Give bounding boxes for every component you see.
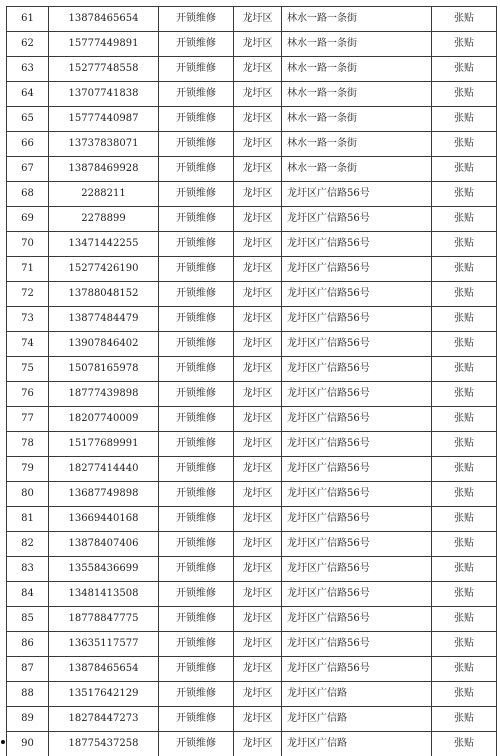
cell-service-type: 开锁维修 bbox=[159, 432, 234, 457]
cell-address: 龙圩区广信路56号 bbox=[282, 207, 432, 232]
cell-district: 龙圩区 bbox=[234, 607, 282, 632]
cell-phone: 13737838071 bbox=[49, 132, 159, 157]
cell-posting-method: 张贴 bbox=[432, 507, 497, 532]
cell-phone: 13707741838 bbox=[49, 82, 159, 107]
cell-service-type: 开锁维修 bbox=[159, 282, 234, 307]
cell-district: 龙圩区 bbox=[234, 582, 282, 607]
cell-service-type: 开锁维修 bbox=[159, 332, 234, 357]
cell-posting-method: 张贴 bbox=[432, 332, 497, 357]
cell-district: 龙圩区 bbox=[234, 632, 282, 657]
cell-number: 82 bbox=[7, 532, 49, 557]
cell-phone: 13481413508 bbox=[49, 582, 159, 607]
bullet-dot bbox=[1, 740, 5, 744]
cell-district: 龙圩区 bbox=[234, 57, 282, 82]
cell-address: 林水一路一条街 bbox=[282, 7, 432, 32]
cell-posting-method: 张贴 bbox=[432, 132, 497, 157]
cell-phone: 18207740009 bbox=[49, 407, 159, 432]
cell-posting-method: 张贴 bbox=[432, 232, 497, 257]
cell-number: 80 bbox=[7, 482, 49, 507]
cell-posting-method: 张贴 bbox=[432, 207, 497, 232]
cell-service-type: 开锁维修 bbox=[159, 257, 234, 282]
cell-phone: 2288211 bbox=[49, 182, 159, 207]
cell-posting-method: 张贴 bbox=[432, 257, 497, 282]
table-row bbox=[7, 132, 497, 157]
cell-district: 龙圩区 bbox=[234, 307, 282, 332]
cell-district: 龙圩区 bbox=[234, 357, 282, 382]
table-row bbox=[7, 407, 497, 432]
cell-service-type: 开锁维修 bbox=[159, 207, 234, 232]
cell-number: 87 bbox=[7, 657, 49, 682]
cell-service-type: 开锁维修 bbox=[159, 307, 234, 332]
cell-address: 林水一路一条街 bbox=[282, 132, 432, 157]
table-row bbox=[7, 557, 497, 582]
cell-service-type: 开锁维修 bbox=[159, 557, 234, 582]
table-row bbox=[7, 307, 497, 332]
table-row bbox=[7, 632, 497, 657]
cell-address: 龙圩区广信路56号 bbox=[282, 282, 432, 307]
cell-phone: 13877484479 bbox=[49, 307, 159, 332]
cell-number: 86 bbox=[7, 632, 49, 657]
cell-number: 89 bbox=[7, 707, 49, 732]
table-row bbox=[7, 532, 497, 557]
cell-district: 龙圩区 bbox=[234, 382, 282, 407]
cell-number: 66 bbox=[7, 132, 49, 157]
cell-posting-method: 张贴 bbox=[432, 557, 497, 582]
table-row bbox=[7, 382, 497, 407]
cell-district: 龙圩区 bbox=[234, 257, 282, 282]
cell-service-type: 开锁维修 bbox=[159, 532, 234, 557]
cell-number: 62 bbox=[7, 32, 49, 57]
cell-phone: 13907846402 bbox=[49, 332, 159, 357]
table-row bbox=[7, 732, 497, 756]
cell-service-type: 开锁维修 bbox=[159, 32, 234, 57]
cell-number: 71 bbox=[7, 257, 49, 282]
cell-posting-method: 张贴 bbox=[432, 32, 497, 57]
cell-posting-method: 张贴 bbox=[432, 82, 497, 107]
cell-service-type: 开锁维修 bbox=[159, 632, 234, 657]
cell-address: 龙圩区广信路56号 bbox=[282, 182, 432, 207]
table-row bbox=[7, 57, 497, 82]
cell-posting-method: 张贴 bbox=[432, 432, 497, 457]
table-row bbox=[7, 107, 497, 132]
cell-service-type: 开锁维修 bbox=[159, 182, 234, 207]
cell-phone: 15177689991 bbox=[49, 432, 159, 457]
cell-phone: 2278899 bbox=[49, 207, 159, 232]
cell-district: 龙圩区 bbox=[234, 732, 282, 756]
cell-service-type: 开锁维修 bbox=[159, 507, 234, 532]
table-row bbox=[7, 157, 497, 182]
cell-service-type: 开锁维修 bbox=[159, 407, 234, 432]
table-row bbox=[7, 357, 497, 382]
cell-service-type: 开锁维修 bbox=[159, 82, 234, 107]
table-row bbox=[7, 657, 497, 682]
cell-posting-method: 张贴 bbox=[432, 482, 497, 507]
cell-district: 龙圩区 bbox=[234, 107, 282, 132]
cell-district: 龙圩区 bbox=[234, 482, 282, 507]
cell-number: 67 bbox=[7, 157, 49, 182]
cell-phone: 15277748558 bbox=[49, 57, 159, 82]
cell-district: 龙圩区 bbox=[234, 282, 282, 307]
cell-address: 龙圩区广信路56号 bbox=[282, 632, 432, 657]
cell-phone: 13558436699 bbox=[49, 557, 159, 582]
cell-service-type: 开锁维修 bbox=[159, 457, 234, 482]
cell-service-type: 开锁维修 bbox=[159, 382, 234, 407]
cell-number: 84 bbox=[7, 582, 49, 607]
cell-posting-method: 张贴 bbox=[432, 682, 497, 707]
cell-number: 90 bbox=[7, 732, 49, 756]
cell-address: 林水一路一条街 bbox=[282, 82, 432, 107]
cell-address: 龙圩区广信路56号 bbox=[282, 307, 432, 332]
cell-district: 龙圩区 bbox=[234, 432, 282, 457]
cell-district: 龙圩区 bbox=[234, 232, 282, 257]
cell-posting-method: 张贴 bbox=[432, 657, 497, 682]
cell-district: 龙圩区 bbox=[234, 82, 282, 107]
cell-number: 65 bbox=[7, 107, 49, 132]
cell-posting-method: 张贴 bbox=[432, 282, 497, 307]
cell-address: 龙圩区广信路56号 bbox=[282, 357, 432, 382]
table-row bbox=[7, 232, 497, 257]
cell-phone: 18278447273 bbox=[49, 707, 159, 732]
cell-service-type: 开锁维修 bbox=[159, 57, 234, 82]
cell-district: 龙圩区 bbox=[234, 182, 282, 207]
table-row bbox=[7, 207, 497, 232]
table-row bbox=[7, 607, 497, 632]
table-row bbox=[7, 7, 497, 32]
cell-service-type: 开锁维修 bbox=[159, 732, 234, 756]
cell-phone: 18277414440 bbox=[49, 457, 159, 482]
cell-number: 69 bbox=[7, 207, 49, 232]
cell-address: 龙圩区广信路56号 bbox=[282, 657, 432, 682]
cell-service-type: 开锁维修 bbox=[159, 157, 234, 182]
cell-number: 75 bbox=[7, 357, 49, 382]
cell-district: 龙圩区 bbox=[234, 132, 282, 157]
cell-district: 龙圩区 bbox=[234, 157, 282, 182]
cell-address: 林水一路一条街 bbox=[282, 57, 432, 82]
cell-posting-method: 张贴 bbox=[432, 632, 497, 657]
table-row bbox=[7, 257, 497, 282]
cell-phone: 15078165978 bbox=[49, 357, 159, 382]
cell-phone: 13788048152 bbox=[49, 282, 159, 307]
cell-address: 林水一路一条街 bbox=[282, 32, 432, 57]
cell-posting-method: 张贴 bbox=[432, 307, 497, 332]
cell-posting-method: 张贴 bbox=[432, 407, 497, 432]
cell-posting-method: 张贴 bbox=[432, 107, 497, 132]
cell-posting-method: 张贴 bbox=[432, 157, 497, 182]
cell-phone: 18775437258 bbox=[49, 732, 159, 756]
cell-posting-method: 张贴 bbox=[432, 357, 497, 382]
cell-address: 龙圩区广信路56号 bbox=[282, 382, 432, 407]
cell-address: 林水一路一条街 bbox=[282, 107, 432, 132]
cell-phone: 13687749898 bbox=[49, 482, 159, 507]
cell-service-type: 开锁维修 bbox=[159, 132, 234, 157]
table-row bbox=[7, 707, 497, 732]
cell-posting-method: 张贴 bbox=[432, 382, 497, 407]
cell-district: 龙圩区 bbox=[234, 207, 282, 232]
cell-service-type: 开锁维修 bbox=[159, 107, 234, 132]
cell-posting-method: 张贴 bbox=[432, 607, 497, 632]
table-row bbox=[7, 582, 497, 607]
cell-posting-method: 张贴 bbox=[432, 57, 497, 82]
table-row bbox=[7, 82, 497, 107]
cell-address: 龙圩区广信路56号 bbox=[282, 432, 432, 457]
table-row bbox=[7, 682, 497, 707]
cell-district: 龙圩区 bbox=[234, 557, 282, 582]
cell-district: 龙圩区 bbox=[234, 332, 282, 357]
cell-phone: 15277426190 bbox=[49, 257, 159, 282]
cell-address: 龙圩区广信路56号 bbox=[282, 232, 432, 257]
cell-address: 龙圩区广信路56号 bbox=[282, 332, 432, 357]
cell-number: 64 bbox=[7, 82, 49, 107]
table-row bbox=[7, 282, 497, 307]
cell-posting-method: 张贴 bbox=[432, 732, 497, 756]
cell-service-type: 开锁维修 bbox=[159, 707, 234, 732]
cell-service-type: 开锁维修 bbox=[159, 232, 234, 257]
cell-phone: 13517642129 bbox=[49, 682, 159, 707]
table-row bbox=[7, 32, 497, 57]
table-row bbox=[7, 182, 497, 207]
cell-number: 74 bbox=[7, 332, 49, 357]
listing-table bbox=[6, 6, 497, 756]
cell-posting-method: 张贴 bbox=[432, 532, 497, 557]
cell-address: 龙圩区广信路 bbox=[282, 682, 432, 707]
cell-district: 龙圩区 bbox=[234, 507, 282, 532]
cell-phone: 13878465654 bbox=[49, 7, 159, 32]
cell-address: 龙圩区广信路56号 bbox=[282, 457, 432, 482]
cell-posting-method: 张贴 bbox=[432, 7, 497, 32]
cell-number: 78 bbox=[7, 432, 49, 457]
table-row bbox=[7, 482, 497, 507]
cell-address: 龙圩区广信路 bbox=[282, 732, 432, 756]
cell-district: 龙圩区 bbox=[234, 407, 282, 432]
cell-service-type: 开锁维修 bbox=[159, 482, 234, 507]
cell-phone: 13669440168 bbox=[49, 507, 159, 532]
cell-number: 88 bbox=[7, 682, 49, 707]
cell-number: 72 bbox=[7, 282, 49, 307]
cell-phone: 15777449891 bbox=[49, 32, 159, 57]
cell-phone: 13878469928 bbox=[49, 157, 159, 182]
cell-phone: 13878465654 bbox=[49, 657, 159, 682]
cell-number: 81 bbox=[7, 507, 49, 532]
cell-address: 龙圩区广信路56号 bbox=[282, 482, 432, 507]
cell-posting-method: 张贴 bbox=[432, 707, 497, 732]
cell-service-type: 开锁维修 bbox=[159, 657, 234, 682]
cell-service-type: 开锁维修 bbox=[159, 357, 234, 382]
cell-posting-method: 张贴 bbox=[432, 457, 497, 482]
table-row bbox=[7, 507, 497, 532]
cell-number: 85 bbox=[7, 607, 49, 632]
cell-phone: 18778847775 bbox=[49, 607, 159, 632]
cell-phone: 13878407406 bbox=[49, 532, 159, 557]
cell-number: 63 bbox=[7, 57, 49, 82]
cell-phone: 13635117577 bbox=[49, 632, 159, 657]
cell-number: 83 bbox=[7, 557, 49, 582]
cell-service-type: 开锁维修 bbox=[159, 607, 234, 632]
cell-service-type: 开锁维修 bbox=[159, 582, 234, 607]
cell-district: 龙圩区 bbox=[234, 682, 282, 707]
table-body bbox=[7, 7, 497, 756]
cell-number: 76 bbox=[7, 382, 49, 407]
cell-number: 77 bbox=[7, 407, 49, 432]
cell-district: 龙圩区 bbox=[234, 7, 282, 32]
cell-phone: 18777439898 bbox=[49, 382, 159, 407]
table-row bbox=[7, 432, 497, 457]
cell-service-type: 开锁维修 bbox=[159, 7, 234, 32]
table-row bbox=[7, 332, 497, 357]
cell-district: 龙圩区 bbox=[234, 657, 282, 682]
cell-number: 73 bbox=[7, 307, 49, 332]
table-row bbox=[7, 457, 497, 482]
cell-address: 龙圩区广信路56号 bbox=[282, 507, 432, 532]
cell-address: 龙圩区广信路56号 bbox=[282, 607, 432, 632]
cell-address: 龙圩区广信路56号 bbox=[282, 532, 432, 557]
cell-number: 70 bbox=[7, 232, 49, 257]
cell-number: 79 bbox=[7, 457, 49, 482]
cell-address: 龙圩区广信路56号 bbox=[282, 407, 432, 432]
cell-phone: 15777440987 bbox=[49, 107, 159, 132]
cell-address: 林水一路一条街 bbox=[282, 157, 432, 182]
cell-address: 龙圩区广信路56号 bbox=[282, 582, 432, 607]
cell-district: 龙圩区 bbox=[234, 32, 282, 57]
cell-number: 68 bbox=[7, 182, 49, 207]
cell-address: 龙圩区广信路56号 bbox=[282, 557, 432, 582]
cell-address: 龙圩区广信路56号 bbox=[282, 257, 432, 282]
cell-posting-method: 张贴 bbox=[432, 182, 497, 207]
cell-district: 龙圩区 bbox=[234, 532, 282, 557]
cell-service-type: 开锁维修 bbox=[159, 682, 234, 707]
cell-district: 龙圩区 bbox=[234, 707, 282, 732]
cell-district: 龙圩区 bbox=[234, 457, 282, 482]
cell-number: 61 bbox=[7, 7, 49, 32]
cell-phone: 13471442255 bbox=[49, 232, 159, 257]
cell-address: 龙圩区广信路 bbox=[282, 707, 432, 732]
cell-posting-method: 张贴 bbox=[432, 582, 497, 607]
